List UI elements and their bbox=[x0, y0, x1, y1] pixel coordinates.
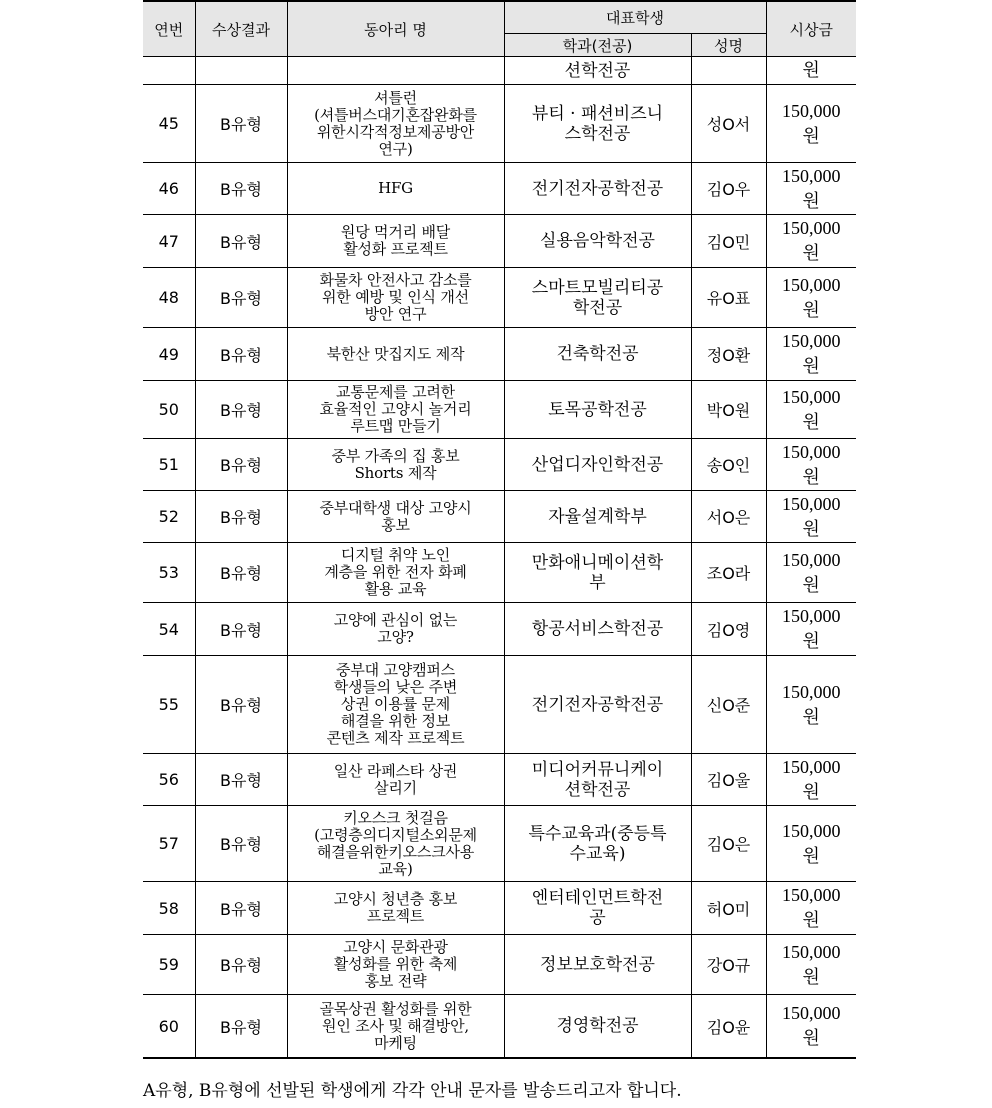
row-department: 토목공학전공 bbox=[504, 381, 691, 439]
header-name: 성명 bbox=[691, 34, 766, 57]
row-result: B유형 bbox=[195, 328, 287, 381]
row-club-name: 중부 가족의 집 홍보 Shorts 제작 bbox=[287, 439, 504, 491]
row-department: 산업디자인학전공 bbox=[504, 439, 691, 491]
row-number: 52 bbox=[143, 491, 195, 543]
row-prize: 150,000 원 bbox=[766, 439, 856, 491]
row-department: 항공서비스학전공 bbox=[504, 603, 691, 656]
row-department: 건축학전공 bbox=[504, 328, 691, 381]
table-row bbox=[143, 995, 856, 1059]
row-result: B유형 bbox=[195, 215, 287, 268]
row-number bbox=[143, 57, 195, 85]
row-prize: 150,000 원 bbox=[766, 268, 856, 328]
row-number: 45 bbox=[143, 85, 195, 163]
row-number: 51 bbox=[143, 439, 195, 491]
row-prize: 150,000 원 bbox=[766, 603, 856, 656]
row-department: 뷰티 · 패션비즈니 스학전공 bbox=[504, 85, 691, 163]
row-result: B유형 bbox=[195, 882, 287, 935]
table-row bbox=[143, 935, 856, 995]
header-no: 연번 bbox=[143, 2, 195, 57]
row-club-name: 고양시 문화관광 활성화를 위한 축제 홍보 전략 bbox=[287, 935, 504, 995]
row-number: 46 bbox=[143, 163, 195, 215]
header-prize: 시상금 bbox=[766, 2, 856, 57]
row-result: B유형 bbox=[195, 995, 287, 1059]
row-department: 미디어커뮤니케이 션학전공 bbox=[504, 754, 691, 806]
row-result: B유형 bbox=[195, 656, 287, 754]
row-student-name: 강O규 bbox=[691, 935, 766, 995]
row-club-name: 셔틀런 (셔틀버스대기혼잡완화를 위한시각적정보제공방안 연구) bbox=[287, 85, 504, 163]
row-club-name: 키오스크 첫걸음 (고령층의디지털소외문제 해결을위한키오스크사용 교육) bbox=[287, 806, 504, 882]
row-prize: 150,000 원 bbox=[766, 543, 856, 603]
row-prize: 150,000 원 bbox=[766, 215, 856, 268]
row-student-name: 박O원 bbox=[691, 381, 766, 439]
row-prize: 150,000 원 bbox=[766, 806, 856, 882]
table-row bbox=[143, 57, 856, 85]
row-prize: 150,000 원 bbox=[766, 381, 856, 439]
table-row bbox=[143, 163, 856, 215]
header-representative: 대표학생 bbox=[504, 2, 766, 34]
row-department: 전기전자공학전공 bbox=[504, 656, 691, 754]
row-prize: 150,000 원 bbox=[766, 882, 856, 935]
row-number: 54 bbox=[143, 603, 195, 656]
row-student-name: 김O민 bbox=[691, 215, 766, 268]
header-result: 수상결과 bbox=[195, 2, 287, 57]
table-row bbox=[143, 754, 856, 806]
table-row bbox=[143, 543, 856, 603]
table-row bbox=[143, 215, 856, 268]
row-club-name: 북한산 맛집지도 제작 bbox=[287, 328, 504, 381]
row-club-name: 일산 라페스타 상권 살리기 bbox=[287, 754, 504, 806]
award-table-wrapper bbox=[143, 0, 856, 1059]
row-number: 56 bbox=[143, 754, 195, 806]
row-club-name: 고양에 관심이 없는 고양? bbox=[287, 603, 504, 656]
row-number: 58 bbox=[143, 882, 195, 935]
row-prize: 150,000 원 bbox=[766, 163, 856, 215]
table-row bbox=[143, 806, 856, 882]
row-prize: 150,000 원 bbox=[766, 754, 856, 806]
row-result: B유형 bbox=[195, 381, 287, 439]
footer-note: A유형, B유형에 선발된 학생에게 각각 안내 문자를 발송드리고자 합니다. bbox=[143, 1081, 682, 1101]
header-dept: 학과(전공) bbox=[504, 34, 691, 57]
row-result: B유형 bbox=[195, 603, 287, 656]
award-table bbox=[143, 2, 856, 1059]
row-number: 49 bbox=[143, 328, 195, 381]
row-result bbox=[195, 57, 287, 85]
row-student-name: 김O은 bbox=[691, 806, 766, 882]
table-row bbox=[143, 656, 856, 754]
row-result: B유형 bbox=[195, 268, 287, 328]
row-prize: 150,000 원 bbox=[766, 995, 856, 1059]
row-student-name: 허O미 bbox=[691, 882, 766, 935]
table-row bbox=[143, 85, 856, 163]
row-club-name: 화물차 안전사고 감소를 위한 예방 및 인식 개선 방안 연구 bbox=[287, 268, 504, 328]
row-department: 자율설계학부 bbox=[504, 491, 691, 543]
row-club-name: 중부대학생 대상 고양시 홍보 bbox=[287, 491, 504, 543]
row-department: 실용음악학전공 bbox=[504, 215, 691, 268]
row-result: B유형 bbox=[195, 935, 287, 995]
row-result: B유형 bbox=[195, 491, 287, 543]
row-student-name bbox=[691, 57, 766, 85]
table-row bbox=[143, 328, 856, 381]
row-number: 59 bbox=[143, 935, 195, 995]
row-number: 47 bbox=[143, 215, 195, 268]
row-club-name: 디지털 취약 노인 계층을 위한 전자 화폐 활용 교육 bbox=[287, 543, 504, 603]
row-student-name: 김O우 bbox=[691, 163, 766, 215]
row-result: B유형 bbox=[195, 806, 287, 882]
table-row bbox=[143, 439, 856, 491]
row-result: B유형 bbox=[195, 439, 287, 491]
row-number: 60 bbox=[143, 995, 195, 1059]
row-prize: 150,000 원 bbox=[766, 491, 856, 543]
row-club-name: 교통문제를 고려한 효율적인 고양시 놀거리 루트맵 만들기 bbox=[287, 381, 504, 439]
row-student-name: 김O영 bbox=[691, 603, 766, 656]
table-row bbox=[143, 882, 856, 935]
row-number: 55 bbox=[143, 656, 195, 754]
row-department: 스마트모빌리티공 학전공 bbox=[504, 268, 691, 328]
row-prize: 원 bbox=[766, 57, 856, 85]
row-result: B유형 bbox=[195, 163, 287, 215]
row-department: 특수교육과(중등특 수교육) bbox=[504, 806, 691, 882]
table-header bbox=[143, 2, 856, 57]
row-department: 만화애니메이션학 부 bbox=[504, 543, 691, 603]
row-department: 전기전자공학전공 bbox=[504, 163, 691, 215]
row-result: B유형 bbox=[195, 543, 287, 603]
row-prize: 150,000 원 bbox=[766, 656, 856, 754]
row-club-name: 고양시 청년층 홍보 프로젝트 bbox=[287, 882, 504, 935]
row-prize: 150,000 원 bbox=[766, 328, 856, 381]
row-club-name bbox=[287, 57, 504, 85]
row-department: 정보보호학전공 bbox=[504, 935, 691, 995]
row-number: 57 bbox=[143, 806, 195, 882]
row-student-name: 김O윤 bbox=[691, 995, 766, 1059]
row-club-name: 골목상권 활성화를 위한 원인 조사 및 해결방안, 마케팅 bbox=[287, 995, 504, 1059]
row-student-name: 조O라 bbox=[691, 543, 766, 603]
row-student-name: 김O울 bbox=[691, 754, 766, 806]
row-department: 경영학전공 bbox=[504, 995, 691, 1059]
row-department: 엔터테인먼트학전 공 bbox=[504, 882, 691, 935]
row-number: 50 bbox=[143, 381, 195, 439]
row-result: B유형 bbox=[195, 754, 287, 806]
row-student-name: 성O서 bbox=[691, 85, 766, 163]
row-student-name: 송O인 bbox=[691, 439, 766, 491]
table-body bbox=[143, 57, 856, 1059]
row-student-name: 신O준 bbox=[691, 656, 766, 754]
table-row bbox=[143, 381, 856, 439]
row-student-name: 서O은 bbox=[691, 491, 766, 543]
row-student-name: 유O표 bbox=[691, 268, 766, 328]
table-row bbox=[143, 268, 856, 328]
row-number: 53 bbox=[143, 543, 195, 603]
row-club-name: 원당 먹거리 배달 활성화 프로젝트 bbox=[287, 215, 504, 268]
row-prize: 150,000 원 bbox=[766, 85, 856, 163]
row-department: 션학전공 bbox=[504, 57, 691, 85]
header-club: 동아리 명 bbox=[287, 2, 504, 57]
row-prize: 150,000 원 bbox=[766, 935, 856, 995]
row-number: 48 bbox=[143, 268, 195, 328]
row-student-name: 정O환 bbox=[691, 328, 766, 381]
row-result: B유형 bbox=[195, 85, 287, 163]
row-club-name: 중부대 고양캠퍼스 학생들의 낮은 주변 상권 이용률 문제 해결을 위한 정보 콘텐츠 제작 프로젝트 bbox=[287, 656, 504, 754]
table-row bbox=[143, 491, 856, 543]
row-club-name: HFG bbox=[287, 163, 504, 215]
table-row bbox=[143, 603, 856, 656]
